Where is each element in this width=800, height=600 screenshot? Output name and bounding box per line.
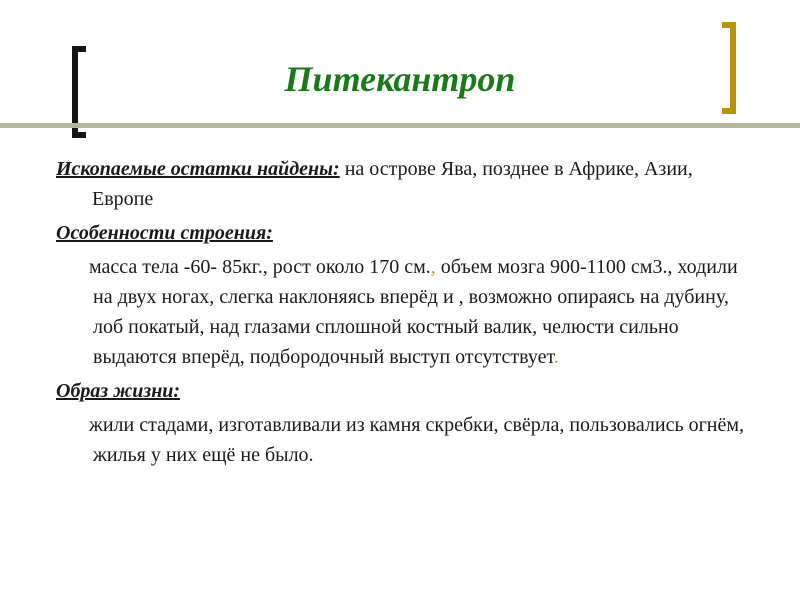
structure-heading-paragraph xyxy=(56,218,756,248)
structure-text-part1: масса тела -60- 85кг., рост около 170 см. xyxy=(89,256,431,278)
structure-accent-comma: , xyxy=(430,256,436,278)
structure-text-part2: объем мозга 900-1100 см3., ходили на двух ногах, слегка наклоняясь вперёд и , возможно опираясь на дубину, лоб покатый, над глазами сплошной костный валик, челюсти сильно выдаются вперёд, подбородочный выступ отсутствует xyxy=(93,256,738,368)
lifestyle-paragraph xyxy=(56,410,756,470)
structure-accent-period: . xyxy=(553,346,559,368)
lifestyle-heading: Образ жизни: xyxy=(56,380,181,402)
slide-title: Питекантроп xyxy=(284,59,516,99)
title-rule xyxy=(0,123,800,128)
structure-paragraph xyxy=(56,252,756,372)
lifestyle-text: жили стадами, изготавливали из камня скребки, свёрла, пользовались огнём, жилья у них ещё не было. xyxy=(89,414,745,466)
structure-heading: Особенности строения: xyxy=(56,222,273,244)
fossils-text: на острове Ява, позднее в Африке, Азии, Европе xyxy=(92,158,693,210)
fossils-heading: Ископаемые остатки найдены: xyxy=(56,158,340,180)
fossils-paragraph xyxy=(56,154,756,214)
slide-content xyxy=(56,154,756,470)
lifestyle-heading-paragraph xyxy=(56,376,756,406)
